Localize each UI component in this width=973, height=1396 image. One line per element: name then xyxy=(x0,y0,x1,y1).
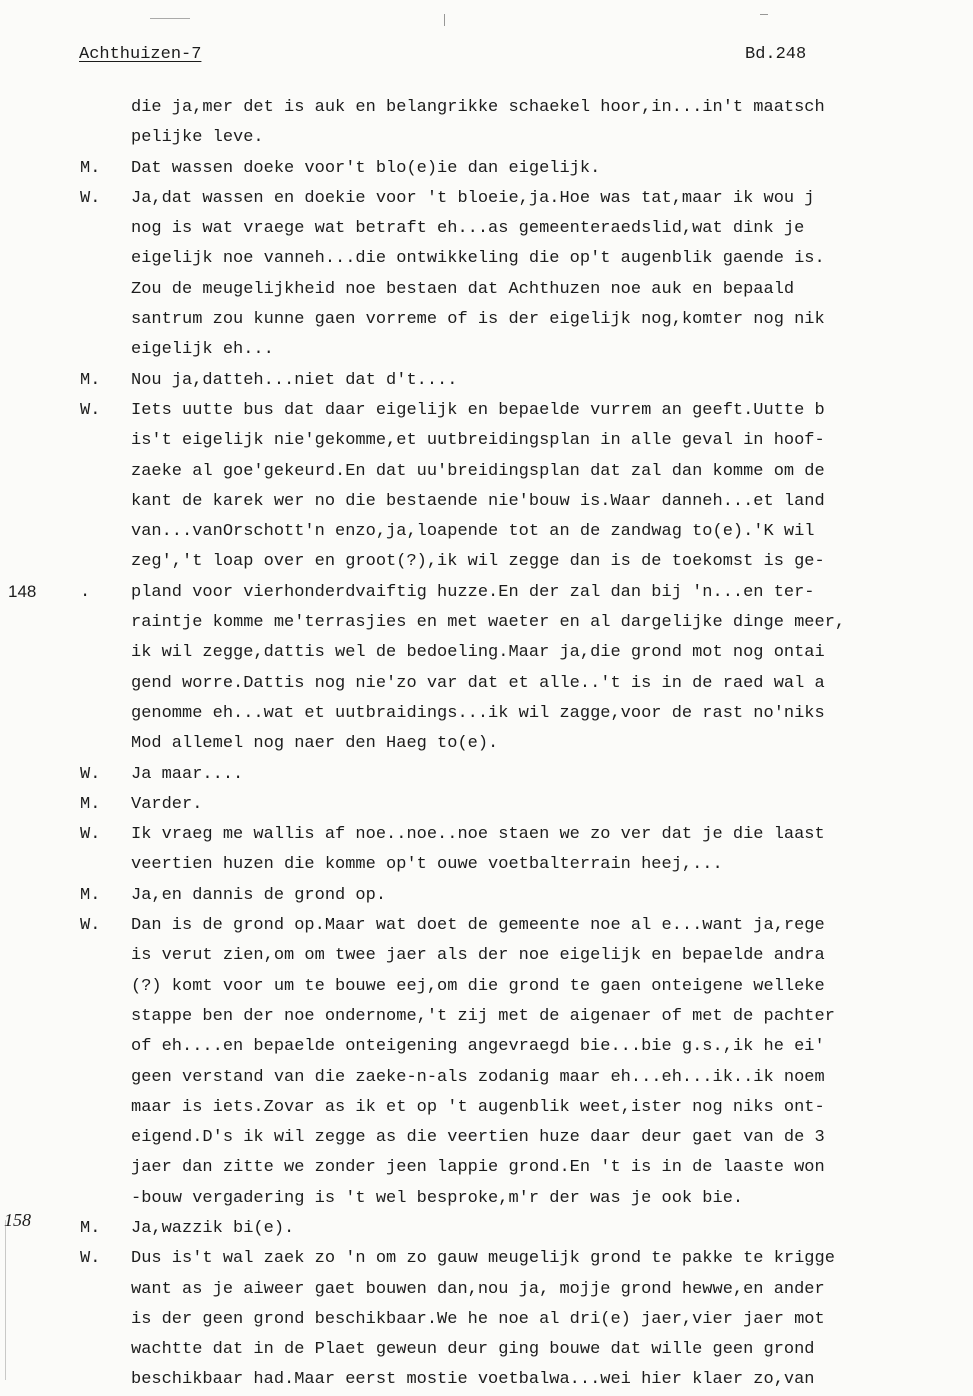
line-text: genomme eh...wat et uutbraidings...ik wil zagge,voor de rast no'niks xyxy=(131,703,825,723)
transcript-line xyxy=(0,366,973,396)
transcript-line xyxy=(0,457,973,487)
line-text: Zou de meugelijkheid noe bestaen dat Achthuzen noe auk en bepaald xyxy=(131,279,795,299)
transcript-line xyxy=(0,1093,973,1123)
transcript-line xyxy=(0,93,973,123)
document-title: Achthuizen-7 xyxy=(79,45,202,64)
transcript-line xyxy=(0,396,973,426)
speaker-label: W. xyxy=(80,764,101,784)
transcript-line xyxy=(0,244,973,274)
transcript-line xyxy=(0,608,973,638)
line-text: Dat wassen doeke voor't blo(e)ie dan eigelijk. xyxy=(131,158,601,178)
transcript-line xyxy=(0,790,973,820)
speaker-label: . xyxy=(80,582,91,602)
speaker-label: M. xyxy=(80,370,101,390)
line-text: pelijke leve. xyxy=(131,128,264,148)
transcript-line xyxy=(0,941,973,971)
transcript-line xyxy=(0,154,973,184)
transcript-line xyxy=(0,669,973,699)
line-text: eigelijk noe vanneh...die ontwikkeling die op't augenblik gaende is. xyxy=(131,249,825,269)
transcript-line xyxy=(0,881,973,911)
transcript-line xyxy=(0,1063,973,1093)
transcript-line xyxy=(0,123,973,153)
line-text: zeg','t loap over en groot(?),ik wil zegge dan is de toekomst is ge- xyxy=(131,552,825,572)
scan-mark xyxy=(444,14,445,26)
line-text: Ik vraeg me wallis af noe..noe..noe staen we zo ver dat je die laast xyxy=(131,825,825,845)
transcript-line xyxy=(0,1032,973,1062)
line-text: ik wil zegge,dattis wel de bedoeling.Maar ja,die grond mot nog ontai xyxy=(131,643,825,663)
line-text: -bouw vergadering is 't wel besproke,m'r der was je ook bie. xyxy=(131,1188,744,1208)
transcript-line xyxy=(0,911,973,941)
line-text: santrum zou kunne gaen vorreme of is der eigelijk nog,komter nog nik xyxy=(131,310,825,330)
line-text: geen verstand van die zaeke-n-als zodanig maar eh...eh...ik..ik noem xyxy=(131,1067,825,1087)
transcript-line xyxy=(0,760,973,790)
line-text: beschikbaar had.Maar eerst mostie voetbalwa...wei hier klaer zo,van xyxy=(131,1370,815,1390)
speaker-label: W. xyxy=(80,916,101,936)
transcript-line xyxy=(0,275,973,305)
transcript-line xyxy=(0,184,973,214)
line-text: Ja,wazzik bi(e). xyxy=(131,1218,295,1238)
line-text: (?) komt voor um te bouwe eej,om die grond te gaen onteigene welleke xyxy=(131,976,825,996)
speaker-label: W. xyxy=(80,1249,101,1269)
line-text: Mod allemel nog naer den Haeg to(e). xyxy=(131,734,499,754)
speaker-label: W. xyxy=(80,400,101,420)
transcript-line xyxy=(0,214,973,244)
transcript-line xyxy=(0,729,973,759)
line-text: gend worre.Dattis nog nie'zo var dat et alle..'t is in de raed wal a xyxy=(131,673,825,693)
line-text: want as je aiweer gaet bouwen dan,nou ja, mojje grond hewwe,en ander xyxy=(131,1279,825,1299)
speaker-label: M. xyxy=(80,885,101,905)
line-text: Varder. xyxy=(131,794,203,814)
line-text: Iets uutte bus dat daar eigelijk en bepaelde vurrem an geeft.Uutte b xyxy=(131,400,825,420)
line-text: zaeke al goe'gekeurd.En dat uu'breidingsplan dat zal dan komme om de xyxy=(131,461,825,481)
line-text: Ja,en dannis de grond op. xyxy=(131,885,387,905)
margin-note-158: 158 xyxy=(4,1210,31,1230)
line-text: is verut zien,om om twee jaer als der noe eigelijk en bepaelde andra xyxy=(131,946,825,966)
line-text: Ja maar.... xyxy=(131,764,244,784)
scan-mark xyxy=(760,14,768,15)
margin-note-148: 148 xyxy=(8,582,37,601)
transcript-line xyxy=(0,638,973,668)
transcript-line xyxy=(0,487,973,517)
transcript-line xyxy=(0,699,973,729)
transcript-line xyxy=(0,426,973,456)
line-text: is der geen grond beschikbaar.We he noe al dri(e) jaer,vier jaer mot xyxy=(131,1309,825,1329)
transcript-line xyxy=(0,578,973,608)
scan-mark xyxy=(150,18,190,19)
line-text: jaer dan zitte we zonder jeen lappie grond.En 't is in de laaste won xyxy=(131,1158,825,1178)
transcript-line xyxy=(0,1335,973,1365)
line-text: kant de karek wer no die bestaende nie'bouw is.Waar danneh...et land xyxy=(131,491,825,511)
speaker-label: M. xyxy=(80,794,101,814)
transcript-line xyxy=(0,1244,973,1274)
line-text: Dus is't wal zaek zo 'n om zo gauw meugelijk grond te pakke te krigge xyxy=(131,1249,835,1269)
line-text: of eh....en bepaelde onteigening angevraegd bie...bie g.s.,ik he ei' xyxy=(131,1037,825,1057)
transcript-line xyxy=(0,517,973,547)
line-text: eigend.D's ik wil zegge as die veertien huze daar deur gaet van de 3 xyxy=(131,1128,825,1148)
transcript-line xyxy=(0,820,973,850)
transcript-body xyxy=(0,93,973,1396)
transcript-line xyxy=(0,1275,973,1305)
transcript-line xyxy=(0,972,973,1002)
line-text: stappe ben der noe ondernome,'t zij met de aigenaer of met de pachter xyxy=(131,1006,835,1026)
line-text: nog is wat vraege wat betraft eh...as gemeenteraedslid,wat dink je xyxy=(131,219,805,239)
line-text: Ja,dat wassen en doekie voor 't bloeie,ja.Hoe was tat,maar ik wou j xyxy=(131,188,815,208)
line-text: van...vanOrschott'n enzo,ja,loapende tot an de zandwag to(e).'K wil xyxy=(131,522,815,542)
line-text: veertien huzen die komme op't ouwe voetbalterrain heej,... xyxy=(131,855,723,875)
line-text: is't eigelijk nie'gekomme,et uutbreidingsplan in alle geval in hoof- xyxy=(131,431,825,451)
transcript-line xyxy=(0,1365,973,1395)
transcript-line xyxy=(0,547,973,577)
transcript-line xyxy=(0,1002,973,1032)
transcript-line xyxy=(0,1214,973,1244)
line-text: Nou ja,datteh...niet dat d't.... xyxy=(131,370,458,390)
line-text: Dan is de grond op.Maar wat doet de gemeente noe al e...want ja,rege xyxy=(131,916,825,936)
transcript-line xyxy=(0,1305,973,1335)
line-text: wachtte dat in de Plaet geweun deur ging bouwe dat wille geen grond xyxy=(131,1340,815,1360)
speaker-label: W. xyxy=(80,825,101,845)
speaker-label: W. xyxy=(80,188,101,208)
speaker-label: M. xyxy=(80,1218,101,1238)
transcript-line xyxy=(0,850,973,880)
line-text: pland voor vierhonderdvaiftig huzze.En der zal dan bij 'n...en ter- xyxy=(131,582,815,602)
transcript-line xyxy=(0,1123,973,1153)
line-text: die ja,mer det is auk en belangrikke schaekel hoor,in...in't maatsch xyxy=(131,98,825,117)
speaker-label: M. xyxy=(80,158,101,178)
line-text: maar is iets.Zovar as ik et op 't augenblik weet,ister nog niks ont- xyxy=(131,1097,825,1117)
line-text: raintje komme me'terrasjies en met waeter en al dargelijke dinge meer, xyxy=(131,613,846,633)
transcript-line xyxy=(0,1184,973,1214)
transcript-line xyxy=(0,305,973,335)
volume-number: Bd.248 xyxy=(745,45,807,64)
transcript-line xyxy=(0,335,973,365)
transcript-line xyxy=(0,1153,973,1183)
line-text: eigelijk eh... xyxy=(131,340,274,360)
